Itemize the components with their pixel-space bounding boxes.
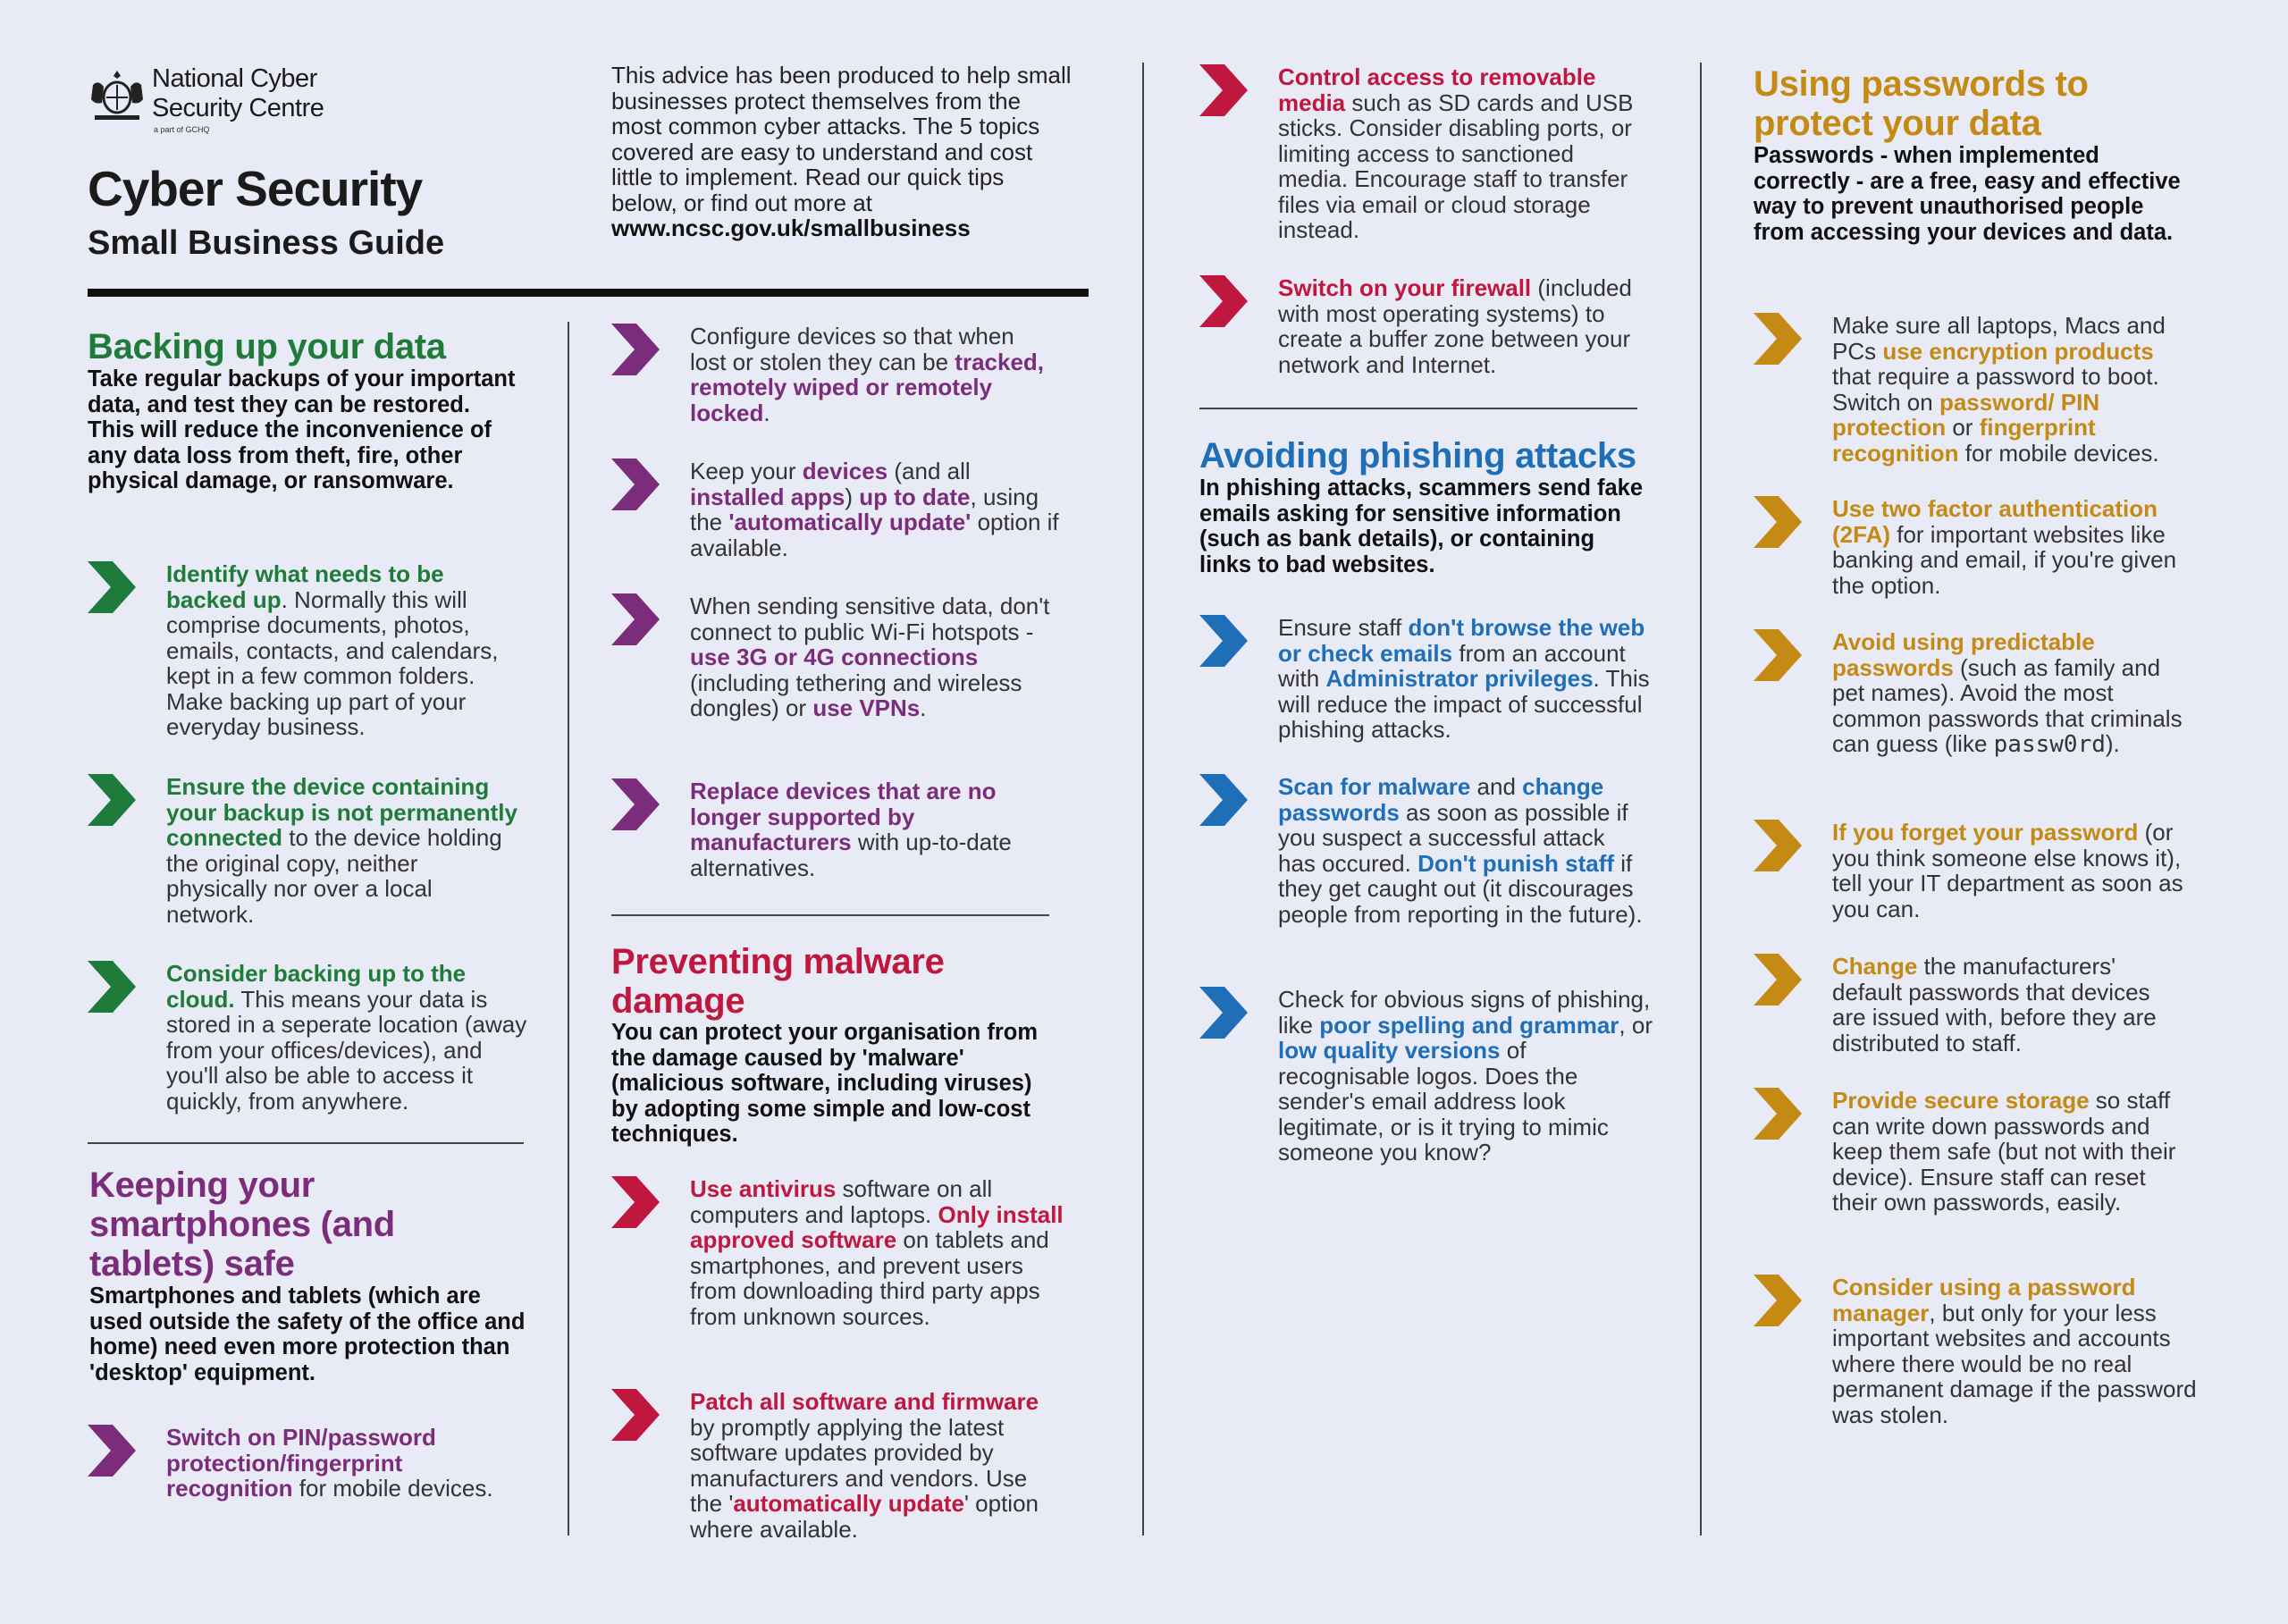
chevron-right-icon: [88, 961, 136, 1013]
chevron-right-icon: [1199, 774, 1248, 826]
chevron-right-icon: [1754, 954, 1802, 1006]
smartphones-section-title: Keeping your smartphones (and tablets) safe: [89, 1165, 395, 1283]
column-divider: [1142, 63, 1144, 1536]
chevron-right-icon: [1199, 275, 1248, 327]
ncsc-crest-logo: [88, 67, 147, 122]
chevron-right-icon: [611, 324, 660, 375]
page-subtitle: Small Business Guide: [88, 224, 445, 262]
ncsc-link[interactable]: www.ncsc.gov.uk/smallbusiness: [611, 215, 971, 241]
chevron-right-icon: [611, 1389, 660, 1441]
passwords-section-title: Using passwords to protect your data: [1754, 64, 2089, 143]
header-divider: [88, 289, 1089, 297]
example-password: passw0rd: [1993, 731, 2106, 758]
ncsc-logo-text: National Cyber Security Centre: [152, 64, 324, 122]
chevron-right-icon: [1754, 1275, 1802, 1326]
chevron-right-icon: [611, 1176, 660, 1228]
chevron-right-icon: [88, 561, 136, 613]
chevron-right-icon: [1754, 820, 1802, 871]
phishing-section-title: Avoiding phishing attacks: [1199, 436, 1636, 475]
page-title: Cyber Security: [88, 161, 423, 216]
chevron-right-icon: [611, 593, 660, 645]
malware-section-title: Preventing malware damage: [611, 942, 945, 1021]
column-divider: [1700, 63, 1702, 1536]
chevron-right-icon: [1199, 987, 1248, 1039]
chevron-right-icon: [611, 778, 660, 830]
chevron-right-icon: [1199, 615, 1248, 667]
section-divider: [611, 914, 1049, 916]
section-divider: [88, 1142, 524, 1144]
chevron-right-icon: [1754, 496, 1802, 548]
chevron-right-icon: [1754, 313, 1802, 365]
column-divider: [568, 322, 569, 1536]
smartphones-section-lead: Smartphones and tablets (which are used outside the safety of the office and home) need even more protection than 'desktop' equipment.: [89, 1283, 526, 1385]
chevron-right-icon: [1199, 64, 1248, 116]
malware-section-lead: You can protect your organisation from the damage caused by 'malware' (malicious software, including viruses) by adopting some simple and low-cost techniques.: [611, 1020, 1038, 1147]
chevron-right-icon: [1754, 1088, 1802, 1140]
gchq-tagline: a part of GCHQ: [154, 125, 210, 134]
passwords-section-lead: Passwords - when implemented correctly - are a free, easy and effective way to prevent unauthorised people from accessing your devices and data.: [1754, 143, 2181, 245]
chevron-right-icon: [1754, 629, 1802, 681]
chevron-right-icon: [88, 774, 136, 826]
section-divider: [1199, 408, 1637, 409]
chevron-right-icon: [88, 1425, 136, 1477]
chevron-right-icon: [611, 459, 660, 510]
intro-paragraph: This advice has been produced to help small businesses protect themselves from the most common cyber attacks. The 5 topics covered are easy to understand and cost little to implement. Read our quick tips below, or find out more at www.ncsc.gov.uk/smallbusiness: [611, 62, 1072, 241]
phishing-section-lead: In phishing attacks, scammers send fake emails asking for sensitive information (such as bank details), or containing links to bad websites.: [1199, 475, 1644, 577]
backup-section-title: Backing up your data: [88, 327, 446, 366]
backup-section-lead: Take regular backups of your important data, and test they can be restored. This will reduce the inconvenience of any data loss from theft, fire, other physical damage, or ransomware.: [88, 366, 516, 493]
